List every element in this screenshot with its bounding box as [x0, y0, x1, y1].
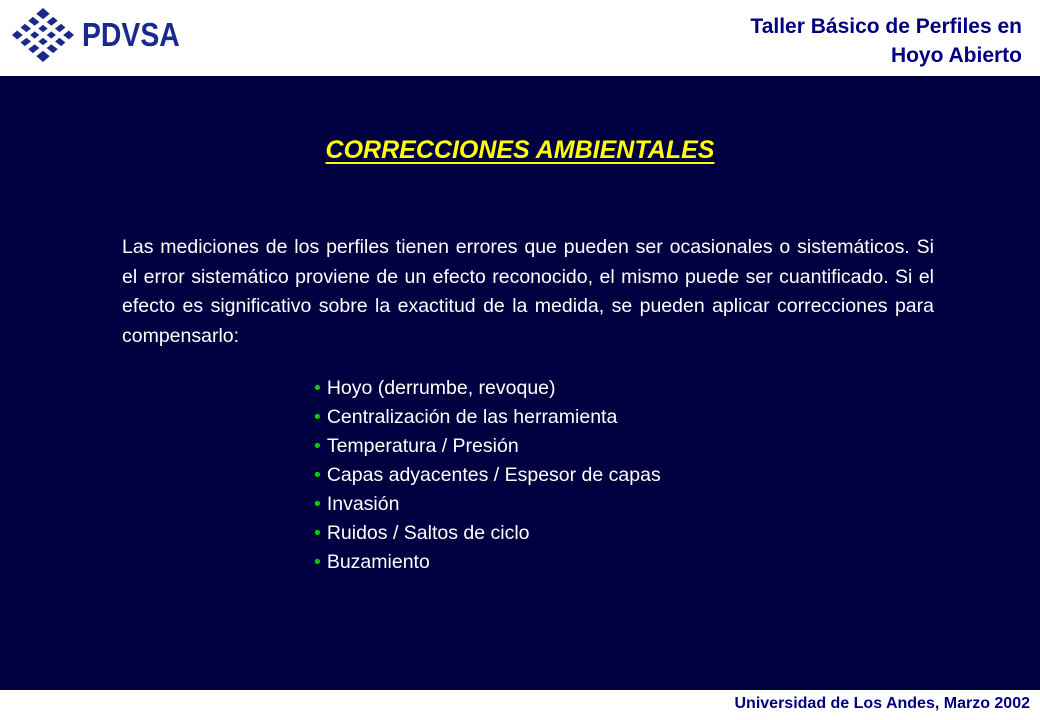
slide-title-text: CORRECCIONES AMBIENTALES: [325, 136, 715, 164]
header-title-line1: Taller Básico de Perfiles en: [750, 15, 1022, 38]
header-title-line2: Hoyo Abierto: [890, 44, 1022, 67]
list-item-text: Temperatura / Presión: [326, 435, 519, 457]
bullet-dot-icon: •: [314, 522, 321, 544]
list-item-text: Hoyo (derrumbe, revoque): [326, 377, 556, 399]
bullet-dot-icon: •: [314, 377, 321, 399]
bullet-dot-icon: •: [314, 493, 321, 515]
bullet-dot-icon: •: [314, 464, 321, 486]
bullet-dot-icon: •: [314, 551, 321, 573]
pdvsa-logo-icon: [12, 8, 74, 62]
header-title: [750, 12, 1022, 70]
list-item: [314, 490, 661, 519]
slide-footer: [0, 690, 1040, 720]
slide-header: [0, 0, 1040, 76]
list-item-text: Capas adyacentes / Espesor de capas: [326, 464, 661, 486]
body-paragraph: Las mediciones de los perfiles tienen errores que pueden ser ocasionales o sistemáticos. Si el error sistemático proviene de un efecto reconocido, el mismo puede ser cuantificado. Si el efecto es significativo sobre la exactitud de la medida, se pueden aplicar correcciones para compensarlo:: [122, 236, 934, 347]
bullet-list: [314, 374, 661, 577]
pdvsa-logo: [12, 8, 196, 62]
slide-title: [0, 136, 1040, 165]
list-item-text: Buzamiento: [326, 551, 430, 573]
list-item: [314, 432, 661, 461]
list-item: [314, 403, 661, 432]
list-item: [314, 548, 661, 577]
list-item: [314, 461, 661, 490]
footer-text: Universidad de Los Andes, Marzo 2002: [734, 695, 1030, 712]
list-item-text: Centralización de las herramienta: [326, 406, 618, 428]
logo-text: PDVSA: [82, 16, 180, 53]
slide-content: [0, 76, 1040, 690]
list-item-text: Invasión: [326, 493, 400, 515]
bullet-dot-icon: •: [314, 406, 321, 428]
list-item: [314, 519, 661, 548]
bullet-dot-icon: •: [314, 435, 321, 457]
list-item: [314, 374, 661, 403]
list-item-text: Ruidos / Saltos de ciclo: [326, 522, 530, 544]
